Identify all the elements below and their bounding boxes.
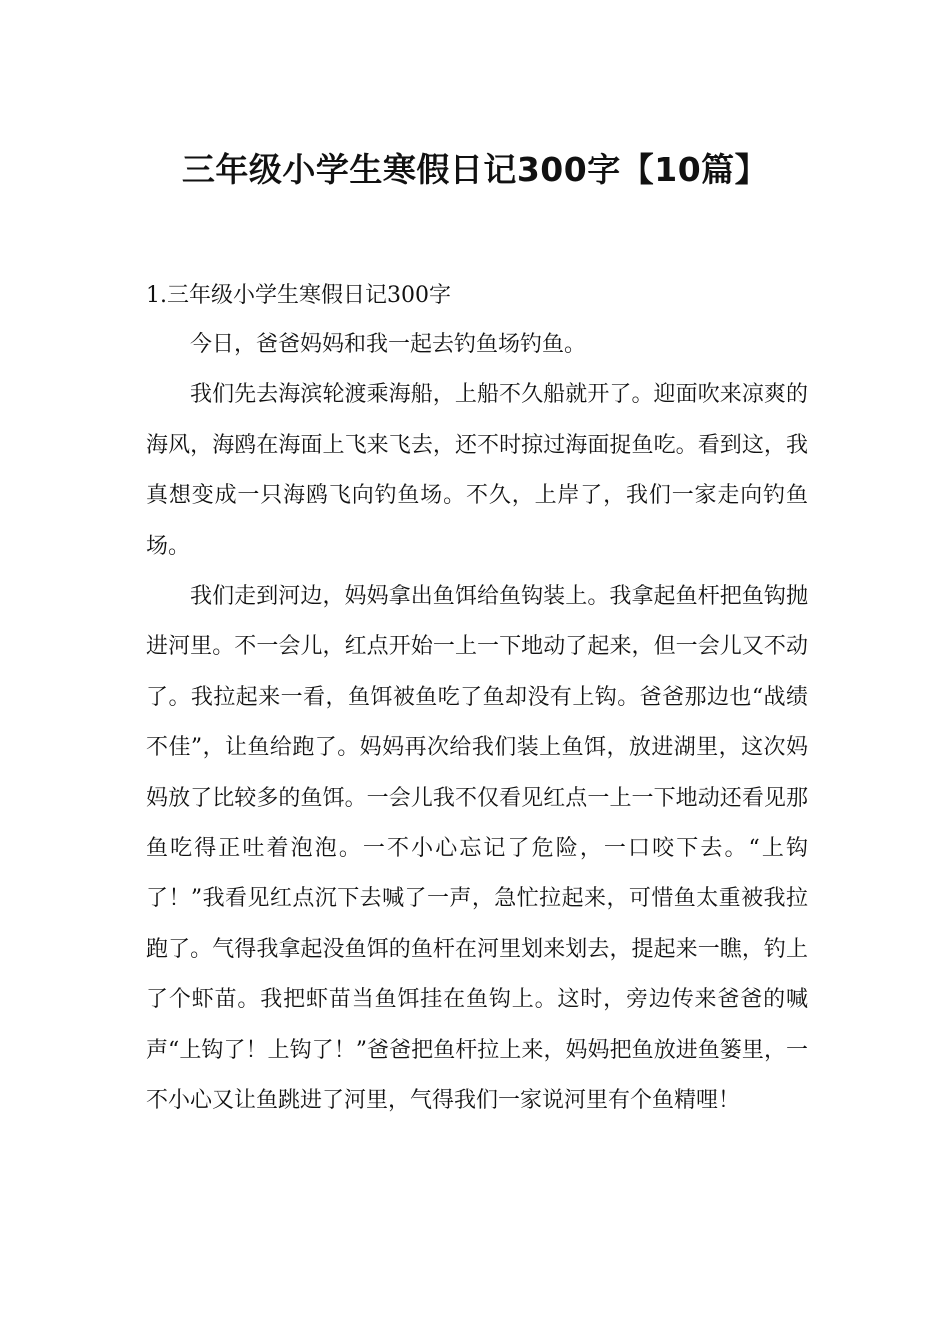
- paragraph-2: 我们先去海滨轮渡乘海船，上船不久船就开了。迎面吹来凉爽的海风，海鸥在海面上飞来飞去，还不时掠过海面捉鱼吃。看到这，我真想变成一只海鸥飞向钓鱼场。不久，上岸了，我们一家走向钓鱼场。: [146, 382, 808, 559]
- document-body: [146, 282, 808, 1127]
- section-heading: 1.三年级小学生寒假日记300字: [146, 283, 451, 308]
- paragraph-1: 今日，爸爸妈妈和我一起去钓鱼场钓鱼。: [190, 332, 587, 357]
- paragraph-3: 我们走到河边，妈妈拿出鱼饵给鱼钩装上。我拿起鱼杆把鱼钩抛进河里。不一会儿，红点开始一上一下地动了起来，但一会儿又不动了。我拉起来一看，鱼饵被鱼吃了鱼却没有上钩。爸爸那边也“战绩不佳”，让鱼给跑了。妈妈再次给我们装上鱼饵，放进湖里，这次妈妈放了比较多的鱼饵。一会儿我不仅看见红点一上一下地动还看见那鱼吃得正吐着泡泡。一不小心忘记了危险，一口咬下去。“上钩了！”我看见红点沉下去喊了一声，急忙拉起来，可惜鱼太重被我拉跑了。气得我拿起没鱼饵的鱼杆在河里划来划去，提起来一瞧，钓上了个虾苗。我把虾苗当鱼饵挂在鱼钩上。这时，旁边传来爸爸的喊声“上钩了！上钩了！”爸爸把鱼杆拉上来，妈妈把鱼放进鱼篓里，一不小心又让鱼跳进了河里，气得我们一家说河里有个鱼精哩！: [146, 584, 808, 1114]
- document-title: 三年级小学生寒假日记300字【10篇】: [181, 150, 769, 190]
